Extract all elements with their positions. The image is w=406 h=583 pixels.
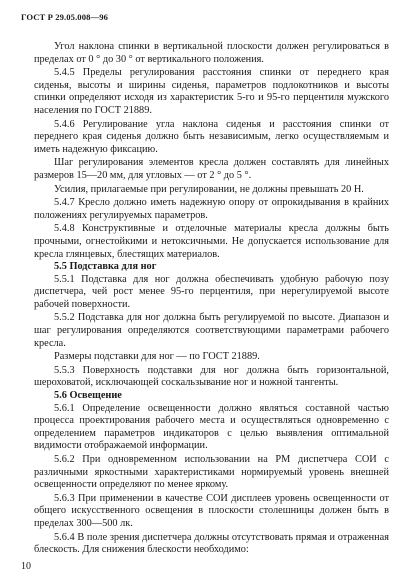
paragraph: 5.4.6 Регулирование угла наклона сиденья и расстояния спинки от переднего края сиденья должно быть независимым, легко осуществляемым и иметь надежную фиксацию.: [34, 118, 389, 155]
paragraph: 5.5.2 Подставка для ног должна быть регулируемой по высоте. Диапазон и шаг регулирования определяются соответствующими параметрами рабочего кресла.: [34, 312, 389, 349]
paragraph: 5.4.7 Кресло должно иметь надежную опору от опрокидывания в крайних положениях регулируемых параметров.: [34, 197, 389, 221]
paragraph: Угол наклона спинки в вертикальной плоскости должен регулироваться в пределах от 0 ° до 30 ° от вертикального положения.: [34, 41, 389, 65]
paragraph: 5.4.5 Пределы регулирования расстояния спинки от переднего края сиденья, высоты и ширины сиденья, параметров подлокотников и высоты спинки определяют исходя из характеристик 5-го и 95-го перцентиля мужского населения по ГОСТ 21889.: [34, 67, 389, 116]
section-heading: 5.6 Освещение: [54, 390, 122, 402]
paragraph: Шаг регулирования элементов кресла должен составлять для линейных размеров 15—20 мм, для угловых — от 2 ° до 5 °.: [34, 157, 389, 181]
paragraph: 5.6.1 Определение освещенности должно являться составной частью процесса проектирования рабочего места и осуществляться одновременно с определением параметров индикаторов с целью выявления оптимальной видимости отображаемой информации.: [34, 402, 389, 452]
paragraph: Усилия, прилагаемые при регулировании, не должны превышать 20 Н.: [54, 183, 364, 195]
paragraph: 5.6.4 В поле зрения диспетчера должны отсутствовать прямая и отраженная блескость. Для снижения блескости необходимо:: [34, 531, 389, 556]
paragraph: 5.5.3 Поверхность подставки для ног должна быть горизонтальной, шероховатой, исключающей соскальзывание ног и ножной тангенты.: [34, 364, 389, 389]
section-heading: 5.5 Подставка для ног: [54, 261, 157, 273]
document-body: [34, 41, 389, 557]
paragraph: 5.4.8 Конструктивные и отделочные материалы кресла должны быть прочными, огнестойкими и нетоксичными. Не допускается использование для кресла глянцевых, блестящих материалов.: [34, 223, 389, 260]
paragraph: 5.5.1 Подставка для ног должна обеспечивать удобную рабочую позу диспетчера, чей рост менее 95-го перцентиля, при нерегулируемой высоте рабочей поверхности.: [34, 273, 389, 310]
paragraph: 5.6.3 При применении в качестве СОИ дисплеев уровень освещенности от общего искусственного освещения в плоскости столешницы должен быть в пределах 300—500 лк.: [34, 492, 389, 529]
paragraph: 5.6.2 При одновременном использовании на РМ диспетчера СОИ с различными яркостными характеристиками нормируемый уровень внешней освещенности определяют по менее яркому.: [34, 454, 389, 491]
page-header: ГОСТ Р 29.05.008—96: [21, 12, 108, 22]
paragraph: Размеры подставки для ног — по ГОСТ 21889.: [54, 351, 260, 363]
page-number: 10: [21, 561, 31, 572]
